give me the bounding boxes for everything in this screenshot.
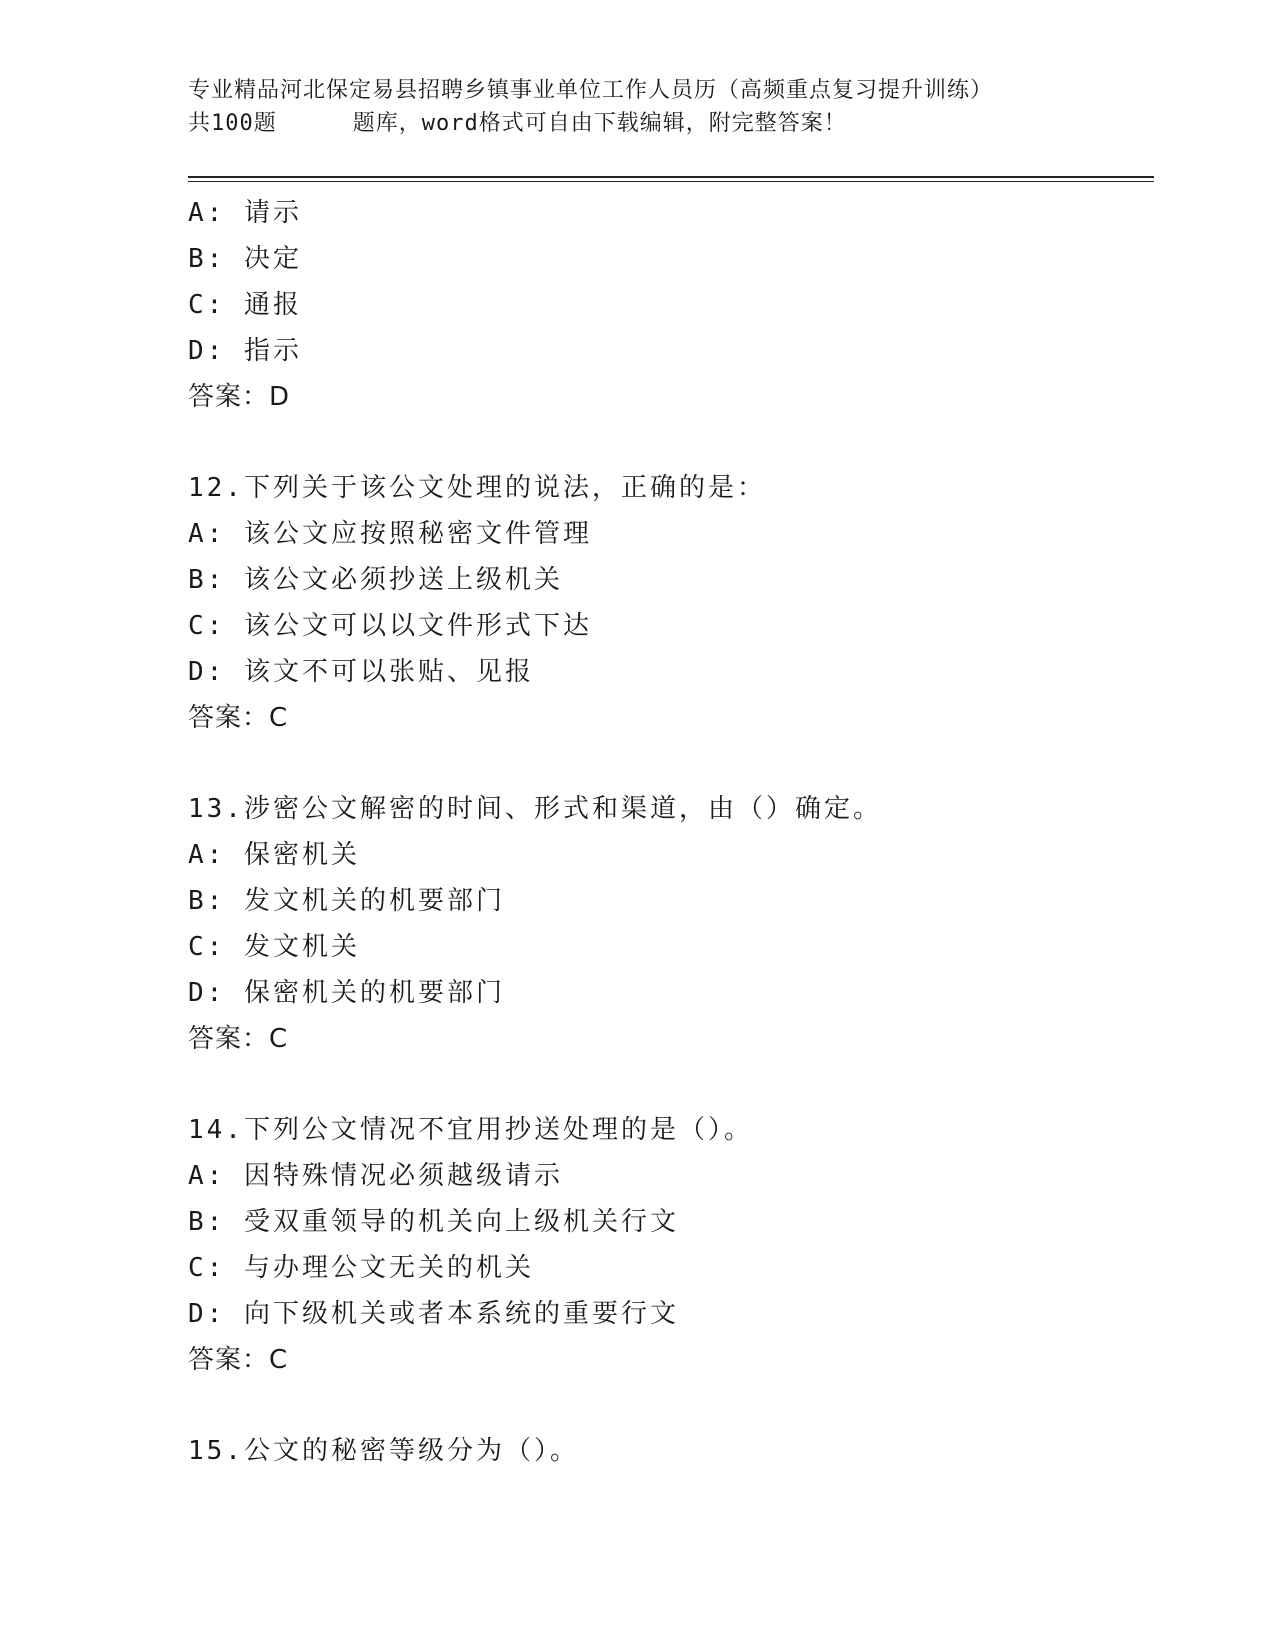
- question-block-15: [188, 1428, 1148, 1474]
- question-block-13: [188, 786, 1148, 1062]
- question-count: 共100题: [188, 111, 277, 136]
- answer-line: 答案：C: [188, 1345, 289, 1375]
- option-a: A: 请示: [188, 198, 302, 228]
- question-block-11: [188, 190, 1148, 420]
- option-c: C: 与办理公文无关的机关: [188, 1253, 534, 1283]
- option-d: D: 该文不可以张贴、见报: [188, 657, 534, 687]
- question-stem: 12.下列关于该公文处理的说法，正确的是：: [188, 473, 766, 503]
- question-stem: 14.下列公文情况不宜用抄送处理的是（）。: [188, 1115, 753, 1145]
- answer-line: 答案：D: [188, 382, 291, 412]
- option-c: C: 通报: [188, 290, 302, 320]
- document-header: [188, 74, 1148, 140]
- question-stem: 13.涉密公文解密的时间、形式和渠道，由（）确定。: [188, 794, 882, 824]
- option-a: A: 保密机关: [188, 840, 360, 870]
- answer-line: 答案：C: [188, 1024, 289, 1054]
- option-a: A: 因特殊情况必须越级请示: [188, 1161, 563, 1191]
- option-b: B: 发文机关的机要部门: [188, 886, 505, 916]
- option-d: D: 向下级机关或者本系统的重要行文: [188, 1299, 679, 1329]
- question-block-12: [188, 465, 1148, 741]
- question-block-14: [188, 1107, 1148, 1383]
- option-b: B: 该公文必须抄送上级机关: [188, 565, 563, 595]
- option-a: A: 该公文应按照秘密文件管理: [188, 519, 592, 549]
- header-note: 题库，word格式可自由下载编辑，附完整答案！: [352, 111, 847, 136]
- option-b: B: 决定: [188, 244, 302, 274]
- header-subtitle-line: [188, 107, 1148, 140]
- option-d: D: 指示: [188, 336, 302, 366]
- option-b: B: 受双重领导的机关向上级机关行文: [188, 1207, 679, 1237]
- option-d: D: 保密机关的机要部门: [188, 978, 505, 1008]
- question-list: [188, 190, 1148, 1474]
- header-title-line: 专业精品河北保定易县招聘乡镇事业单位工作人员历（高频重点复习提升训练）: [188, 78, 994, 103]
- option-c: C: 发文机关: [188, 932, 360, 962]
- option-c: C: 该公文可以以文件形式下达: [188, 611, 592, 641]
- question-stem: 15.公文的秘密等级分为（）。: [188, 1436, 579, 1466]
- header-divider-thick: [188, 176, 1154, 178]
- header-divider-thin: [188, 181, 1154, 182]
- answer-line: 答案：C: [188, 703, 289, 733]
